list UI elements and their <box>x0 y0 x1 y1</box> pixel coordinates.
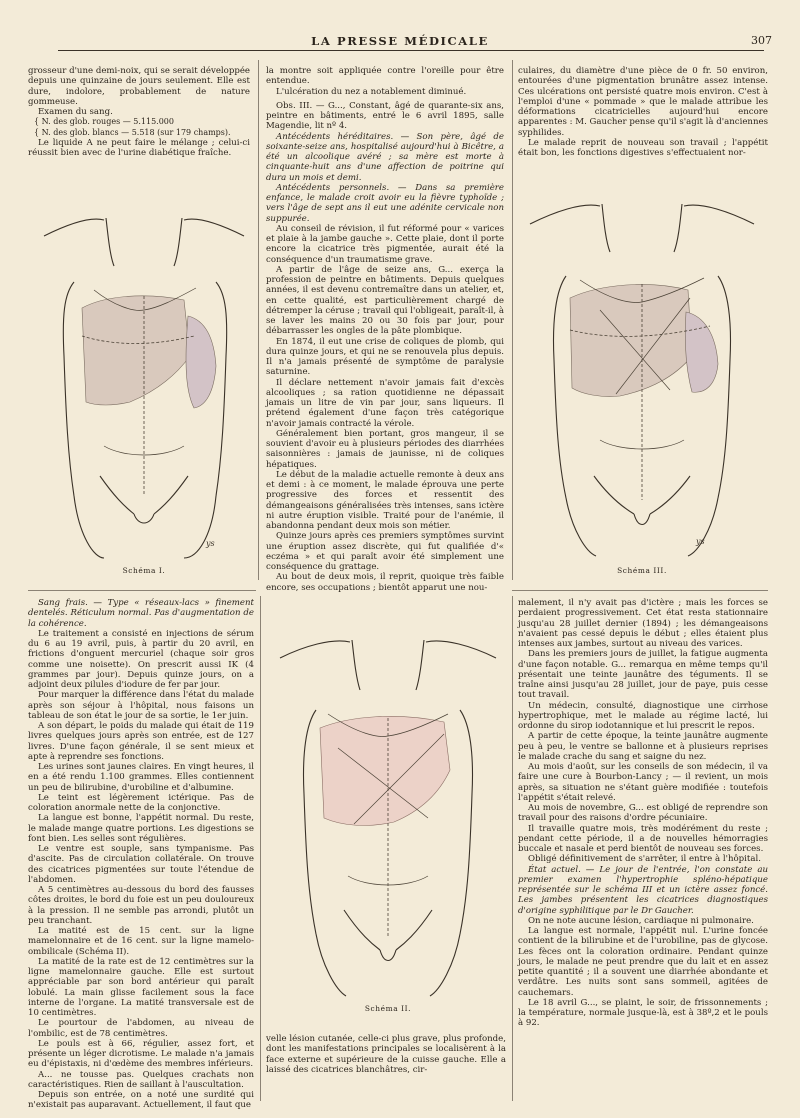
paragraph: malement, il n'y avait pas d'ictère ; mais les forces se perdaient progressivement. Cet état resta stationnaire jusqu'au 28 juillet dernier (1894) ; les démangeaisons n'avaient pas cessé depuis le début ; elles étaient plus intenses aux jambes, surtout au niveau des varices. <box>518 598 768 649</box>
paragraph: La langue est bonne, l'appétit normal. Du reste, le malade mange quatre portions. Les digestions se font bien. Les selles sont régulières. <box>28 813 254 844</box>
paragraph: Au mois de novembre, G... est obligé de reprendre son travail pour des raisons d'ordre pécuniaire. <box>518 803 768 824</box>
paragraph: Il déclare nettement n'avoir jamais fait d'excès alcooliques ; sa ration quotidienne ne dépassait jamais un litre de vin par jour, sans liqueurs. Il prétend également d'une façon très catégorique n'avoir jamais contracté la vérole. <box>266 377 504 429</box>
paragraph: Au mois d'août, sur les conseils de son médecin, il va faire une cure à Bourbon-Lancy ; — il revient, un mois après, sa situation ne s'étant guère modifiée : toutefois l'appétit s'était relevé. <box>518 762 768 803</box>
paragraph: Les urines sont jaunes claires. En vingt heures, il en a été rendu 1.100 grammes. Elles contiennent un peu de bilirubine, d'urobiline et d'albumine. <box>28 762 254 793</box>
column-rule-top-1 <box>258 60 259 580</box>
paragraph: Il travaille quatre mois, très modérément du reste ; pendant cette période, il a de nouvelles hémorragies buccale et nasale et perd bientôt de nouveau ses forces. <box>518 823 768 854</box>
paragraph: L'ulcération du nez a notablement diminué. <box>276 86 467 97</box>
paragraph: Le teint est légèrement ictérique. Pas de coloration anormale nette de la conjonctive. <box>28 792 254 813</box>
column-3-bottom <box>518 598 768 1102</box>
paragraph: Le malade reprit de nouveau son travail ; l'appétit était bon, les fonctions digestives s'effectuaient nor- <box>518 137 768 158</box>
schema-3-caption: Schéma III. <box>617 566 667 575</box>
paragraph: On ne note aucune lésion, cardiaque ni pulmonaire. <box>528 915 754 926</box>
paragraph: Examen du sang. <box>38 107 113 117</box>
paragraph: Au conseil de révision, il fut réformé pour « varices et plaie à la jambe gauche ». Cette plaie, dont il porte encore la cicatrice très pigmentée, aurait été la conséquence d'un traumatisme grave. <box>266 223 504 265</box>
paragraph: grosseur d'une demi-noix, qui se serait développée depuis une quinzaine de jours seulement. Elle est dure, indolore, probablement de nature gommeuse. <box>28 66 250 107</box>
paragraph: culaires, du diamètre d'une pièce de 0 fr. 50 environ, entourées d'une pigmentation brunâtre assez intense. Ces ulcérations ont persisté quatre mois environ. C'est à l'emploi d'une « pommade » que le malade attribue les déformations cicatricielles aujourd'hui encore apparentes : M. Gaucher pense qu'il s'agit là d'anciennes syphilides. <box>518 66 768 138</box>
paragraph: Dans les premiers jours de juillet, la fatigue augmenta d'une façon notable. G... remarqua en même temps qu'il présentait une teinte jaunâtre des téguments. Il se traîne ainsi jusqu'au 28 juillet, jour de paye, puis cesse tout travail. <box>518 649 768 701</box>
paragraph: Pour marquer la différence dans l'état du malade après son séjour à l'hôpital, nous faisons un tableau de son état le jour de sa sortie, le 1er juin. <box>28 690 254 721</box>
schema-1-figure <box>34 196 254 558</box>
paragraph: Obligé définitivement de s'arrêter, il entre à l'hôpital. <box>528 854 761 865</box>
paragraph: Le liquide A ne peut faire le mélange ; celui-ci réussit bien avec de l'urine diabétique fraîche. <box>28 137 250 158</box>
section-rule-right <box>512 590 768 591</box>
column-1-bottom <box>28 598 254 1111</box>
column-rule-top-2 <box>512 60 513 580</box>
schema-2-figure <box>268 618 508 1002</box>
paragraph: A partir de cette époque, la teinte jaunâtre augmente peu à peu, le ventre se ballonne et à plusieurs reprises le malade crache du sang et saigne du nez. <box>518 731 768 762</box>
paragraph: la montre soit appliquée contre l'oreille pour être entendue. <box>266 66 504 87</box>
paragraph: Généralement bien portant, gros mangeur, il se souvient d'avoir eu à plusieurs périodes des diarrhées saisonnières : jamais de jaunisse, ni de coliques hépatiques. <box>266 428 504 470</box>
paragraph: Le ventre est souple, sans tympanisme. Pas d'ascite. Pas de circulation collatérale. On trouve des cicatrices pigmentées sur toute l'étendue de l'abdomen. <box>28 844 254 885</box>
header-rule <box>58 50 764 51</box>
svg-text:ys: ys <box>206 539 215 548</box>
paragraph: Depuis son entrée, on a noté une surdité qui n'existait pas auparavant. Actuellement, il faut que <box>28 1090 254 1111</box>
page-number: 307 <box>751 34 772 47</box>
column-1-top <box>28 66 250 184</box>
paragraph: velle lésion cutanée, celle-ci plus grave, plus profonde, dont les manifestations principales se localisèrent à la face externe et supérieure de la cuisse gauche. Elle a laissé des cicatrices blanchâtres, cir- <box>266 1034 506 1075</box>
paragraph: Un médecin, consulté, diagnostique une cirrhose hypertrophique, met le malade au régime lacté, lui ordonne du sirop iodotannique et lui prescrit le repos. <box>518 700 768 731</box>
paragraph: Le traitement a consisté en injections de sérum du 6 au 19 avril, puis, à partir du 20 avril, en frictions d'onguent mercuriel (chaque soir gros comme une noisette). On prescrit aussi IK (4 grammes par jour). Depuis quinze jours, on a adjoint deux pilules d'iodure de fer par jour. <box>28 628 254 690</box>
paragraph: A... ne tousse pas. Quelques crachats non caractéristiques. Rien de saillant à l'auscultation. <box>28 1069 254 1090</box>
paragraph: Le pourtour de l'abdomen, au niveau de l'ombilic, est de 78 centimètres. <box>28 1018 254 1039</box>
paragraph: A 5 centimètres au-dessous du bord des fausses côtes droites, le bord du foie est un peu douloureux à la pression. Il ne semble pas arrondi, plutôt un peu tranchant. <box>28 885 254 926</box>
paragraph: Le début de la maladie actuelle remonte à deux ans et demi : à ce moment, le malade éprouva une perte progressive des forces et ressentit des démangeaisons généralisées très intenses, sans ictère ni autre éruption visible. Traité pour de l'anémie, il abandonna pendant deux mois son métier. <box>266 469 504 531</box>
paragraph: État actuel. — Le jour de l'entrée, l'on constate au premier examen l'hypertrophie spléno-hépatique représentée sur le schéma III et un ictère assez foncé. Les jambes présentent les cicatrices diagnostiques d'origine syphilitique par le Dr Gaucher. <box>518 864 768 916</box>
column-2-bottom <box>266 1034 506 1102</box>
svg-text:ys: ys <box>696 537 705 546</box>
paragraph: Quinze jours après ces premiers symptômes survint une éruption assez discrète, qui fut qualifiée d'« eczéma » et qui paraît avoir été simplement une conséquence du grattage. <box>266 531 504 572</box>
paragraph: En 1874, il eut une crise de coliques de plomb, qui dura quinze jours, et qui ne se renouvela plus depuis. Il n'a jamais présenté de symptôme de paralysie saturnine. <box>266 336 504 378</box>
observation-heading: Obs. III. — G..., Constant, âgé de quarante-six ans, peintre en bâtiments, entré le 6 avril 1895, salle Magendie, lit nº 4. <box>266 100 504 132</box>
paragraph: La matité de la rate est de 12 centimètres sur la ligne mamelonnaire gauche. Elle est surtout appréciable par son bord antérieur qui paraît lobulé. La main glisse facilement sous la face interne de l'organe. La matité transversale est de 10 centimètres. <box>28 956 254 1018</box>
paragraph: Au bout de deux mois, il reprit, quoique très faible encore, ses occupations ; bientôt apparut une nou- <box>266 572 504 593</box>
journal-title: LA PRESSE MÉDICALE <box>311 34 489 48</box>
column-rule-bottom-2 <box>512 596 513 1101</box>
paragraph: Le pouls est à 66, régulier, assez fort, et présente un léger dicrotisme. Le malade n'a jamais eu d'épistaxis, ni d'œdème des membres inférieurs. <box>28 1038 254 1070</box>
section-rule-left <box>28 590 256 591</box>
paragraph: La matité est de 15 cent. sur la ligne mamelonnaire et de 16 cent. sur la ligne mamelo-ombilicale (Schéma II). <box>28 926 254 957</box>
schema-2-caption: Schéma II. <box>364 1004 412 1013</box>
paragraph: La langue est normale, l'appétit nul. L'urine foncée contient de la bilirubine et de l'urobiline, pas de glycose. Les fèces ont la coloration ordinaire. Pendant quinze jours, le malade ne peut prendre que du lait et en assez petite quantité ; il a souvent une diarrhée abondante et verdâtre. Les nuits sont sans sommeil, agitées de cauchemars. <box>518 926 768 998</box>
blood-count-white: { N. des glob. blancs — 5.518 (sur 179 champs). <box>34 127 231 137</box>
paragraph: Antécédents héréditaires. — Son père, âgé de soixante-seize ans, hospitalisé aujourd'hui à Bicêtre, a été un alcoolique avéré ; sa mère est morte à cinquante-huit ans d'une affection de poitrine qui dura un mois et demi. <box>266 131 504 183</box>
schema-1-caption: Schéma I. <box>122 566 166 575</box>
paragraph: Antécédents personnels. — Dans sa première enfance, le malade croit avoir eu la fièvre typhoïde ; vers l'âge de sept ans il eut une adénite cervicale non suppurée. <box>266 182 504 224</box>
column-3-top <box>518 66 768 166</box>
column-rule-bottom-1 <box>260 596 261 1101</box>
column-2-top <box>266 66 504 593</box>
paragraph: Le 18 avril G..., se plaint, le soir, de frissonnements ; la température, normale jusque-là, est à 38º,2 et le pouls à 92. <box>518 997 768 1029</box>
schema-3-figure <box>520 180 764 560</box>
paragraph: A son départ, le poids du malade qui était de 119 livres quelques jours après son entrée, est de 127 livres. D'une façon générale, il se sent mieux et apte à reprendre ses fonctions. <box>28 721 254 762</box>
blood-count-red: { N. des glob. rouges — 5.115.000 <box>34 117 174 127</box>
paragraph: A partir de l'âge de seize ans, G... exerça la profession de peintre en bâtiments. Depuis quelques années, il est devenu contremaître dans un atelier, et, en cette qualité, est particulièrement chargé de détremper la céruse ; travail qui l'obligeait, paraît-il, à se laver les mains 20 ou 30 fois par jour, pour débarrasser les ongles de la pâte plombique. <box>266 264 504 337</box>
paragraph: Sang frais. — Type « réseaux-lacs » finement dentelés. Réticulum normal. Pas d'augmentation de la cohérence. <box>28 598 254 629</box>
